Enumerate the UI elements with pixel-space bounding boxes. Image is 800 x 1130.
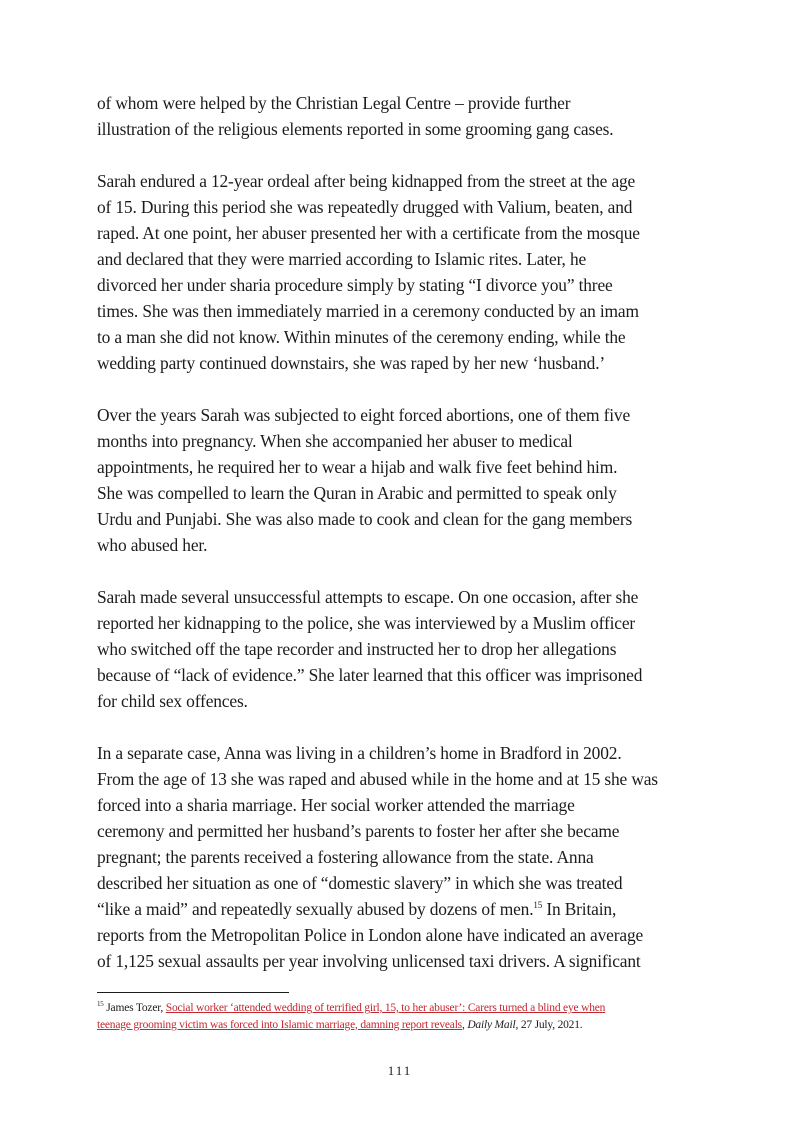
text-line: to a man she did not know. Within minutes of the ceremony ending, while the	[97, 327, 626, 347]
text-line-with-footnote	[97, 896, 717, 922]
footnote-15	[97, 1000, 737, 1033]
text-line: wedding party continued downstairs, she was raped by her new ‘husband.’	[97, 353, 606, 373]
document-body	[97, 90, 717, 974]
text-line: described her situation as one of “domestic slavery” in which she was treated	[97, 873, 623, 893]
text-line: Sarah made several unsuccessful attempts to escape. On one occasion, after she	[97, 587, 639, 607]
text-line: Urdu and Punjabi. She was also made to cook and clean for the gang members	[97, 509, 633, 529]
page-number: 111	[387, 1063, 413, 1078]
text-line: pregnant; the parents received a fostering allowance from the state. Anna	[97, 847, 594, 867]
text-line: for child sex offences.	[97, 691, 248, 711]
text-line: From the age of 13 she was raped and abused while in the home and at 15 she was	[97, 769, 658, 789]
text-line: of 1,125 sexual assaults per year involving unlicensed taxi drivers. A significant	[97, 951, 641, 971]
footnote-separator: ,	[461, 1018, 468, 1031]
text-line: reported her kidnapping to the police, she was interviewed by a Muslim officer	[97, 613, 636, 633]
text-line: reports from the Metropolitan Police in London alone have indicated an average	[97, 925, 644, 945]
text-line: raped. At one point, her abuser presented her with a certificate from the mosque	[97, 223, 640, 243]
text-line: forced into a sharia marriage. Her social worker attended the marriage	[97, 795, 575, 815]
text-line: In a separate case, Anna was living in a children’s home in Bradford in 2002.	[97, 743, 622, 763]
text-line: illustration of the religious elements reported in some grooming gang cases.	[97, 119, 614, 139]
footnote-link-text: Social worker ‘attended wedding of terrified girl, 15, to her abuser’: Carers turned a blind eye when	[165, 1002, 606, 1014]
text-segment: “like a maid” and repeatedly sexually abused by dozens of men.	[97, 899, 534, 919]
text-line: who switched off the tape recorder and instructed her to drop her allegations	[97, 639, 617, 659]
footnote-link-text: teenage grooming victim was forced into Islamic marriage, damning report reveals	[97, 1018, 462, 1031]
footnote-number: 15	[97, 1000, 104, 1008]
text-line: who abused her.	[97, 535, 208, 555]
text-line: of whom were helped by the Christian Legal Centre – provide further	[97, 93, 571, 113]
footnote-reference-15[interactable]: 15	[533, 900, 543, 910]
footnote-publication: Daily Mail	[467, 1018, 516, 1031]
text-line: appointments, he required her to wear a hijab and walk five feet behind him.	[97, 457, 618, 477]
footnote-author: James Tozer,	[103, 1002, 166, 1014]
text-line: because of “lack of evidence.” She later learned that this officer was imprisoned	[97, 665, 643, 685]
text-line: ceremony and permitted her husband’s parents to foster her after she became	[97, 821, 620, 841]
text-line: months into pregnancy. When she accompanied her abuser to medical	[97, 431, 573, 451]
text-line: divorced her under sharia procedure simply by stating “I divorce you” three	[97, 275, 613, 295]
paragraph-4	[97, 584, 717, 714]
text-line: She was compelled to learn the Quran in Arabic and permitted to speak only	[97, 483, 617, 503]
paragraph-3	[97, 402, 717, 558]
text-segment: In Britain,	[542, 899, 617, 919]
text-line: of 15. During this period she was repeatedly drugged with Valium, beaten, and	[97, 197, 633, 217]
text-line: Sarah endured a 12-year ordeal after being kidnapped from the street at the age	[97, 171, 636, 191]
paragraph-2	[97, 168, 717, 376]
text-line: and declared that they were married according to Islamic rites. Later, he	[97, 249, 587, 269]
footnote-divider	[97, 992, 289, 993]
text-line: times. She was then immediately married in a ceremony conducted by an imam	[97, 301, 639, 321]
text-line: Over the years Sarah was subjected to eight forced abortions, one of them five	[97, 405, 631, 425]
paragraph-5	[97, 740, 717, 974]
footnote-date: , 27 July, 2021.	[515, 1018, 583, 1031]
paragraph-1	[97, 90, 717, 142]
